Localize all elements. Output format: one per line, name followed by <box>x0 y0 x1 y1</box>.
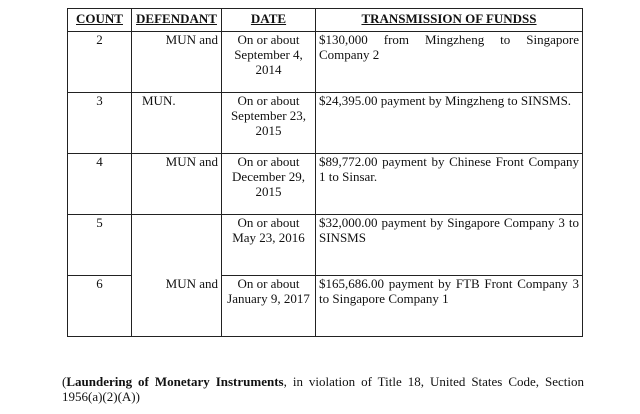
offense-title: Laundering of Monetary Instruments <box>66 374 284 389</box>
table-header-row <box>68 9 583 32</box>
defendant-cell: MUN and <box>132 32 222 93</box>
defendant-cell: MUN and <box>132 276 222 337</box>
defendant-cell: MUN and <box>132 154 222 215</box>
count-cell: 5 <box>68 215 132 276</box>
statute-citation <box>62 374 584 404</box>
table-row <box>68 215 583 276</box>
transmission-cell: $32,000.00 payment by Singapore Company 3 to SINSMS <box>316 215 583 276</box>
header-transmission: TRANSMISSION OF FUNDSS <box>316 9 583 32</box>
defendant-cell: MUN. <box>132 93 222 154</box>
date-cell: On or about May 23, 2016 <box>222 215 316 276</box>
table-row <box>68 32 583 93</box>
header-defendant: DEFENDANT <box>132 9 222 32</box>
date-cell: On or about December 29, 2015 <box>222 154 316 215</box>
defendant-cell <box>132 215 222 276</box>
transmission-cell: $24,395.00 payment by Mingzheng to SINSMS. <box>316 93 583 154</box>
count-cell: 3 <box>68 93 132 154</box>
transmission-cell: $89,772.00 payment by Chinese Front Company 1 to Sinsar. <box>316 154 583 215</box>
count-cell: 4 <box>68 154 132 215</box>
header-count: COUNT <box>68 9 132 32</box>
table-row <box>68 154 583 215</box>
date-cell: On or about January 9, 2017 <box>222 276 316 337</box>
date-cell: On or about September 4, 2014 <box>222 32 316 93</box>
transmission-cell: $130,000 from Mingzheng to Singapore Company 2 <box>316 32 583 93</box>
count-cell: 2 <box>68 32 132 93</box>
transmission-cell: $165,686.00 payment by FTB Front Company 3 to Singapore Company 1 <box>316 276 583 337</box>
counts-table <box>67 8 583 337</box>
header-date: DATE <box>222 9 316 32</box>
statute-text: , in violation of Title 18, United States Code, Section 1956(a)(2)(A)) <box>62 374 584 404</box>
footer-open-paren: ( <box>62 374 67 389</box>
date-cell: On or about September 23, 2015 <box>222 93 316 154</box>
table-row <box>68 93 583 154</box>
table-row <box>68 276 583 337</box>
count-cell: 6 <box>68 276 132 337</box>
